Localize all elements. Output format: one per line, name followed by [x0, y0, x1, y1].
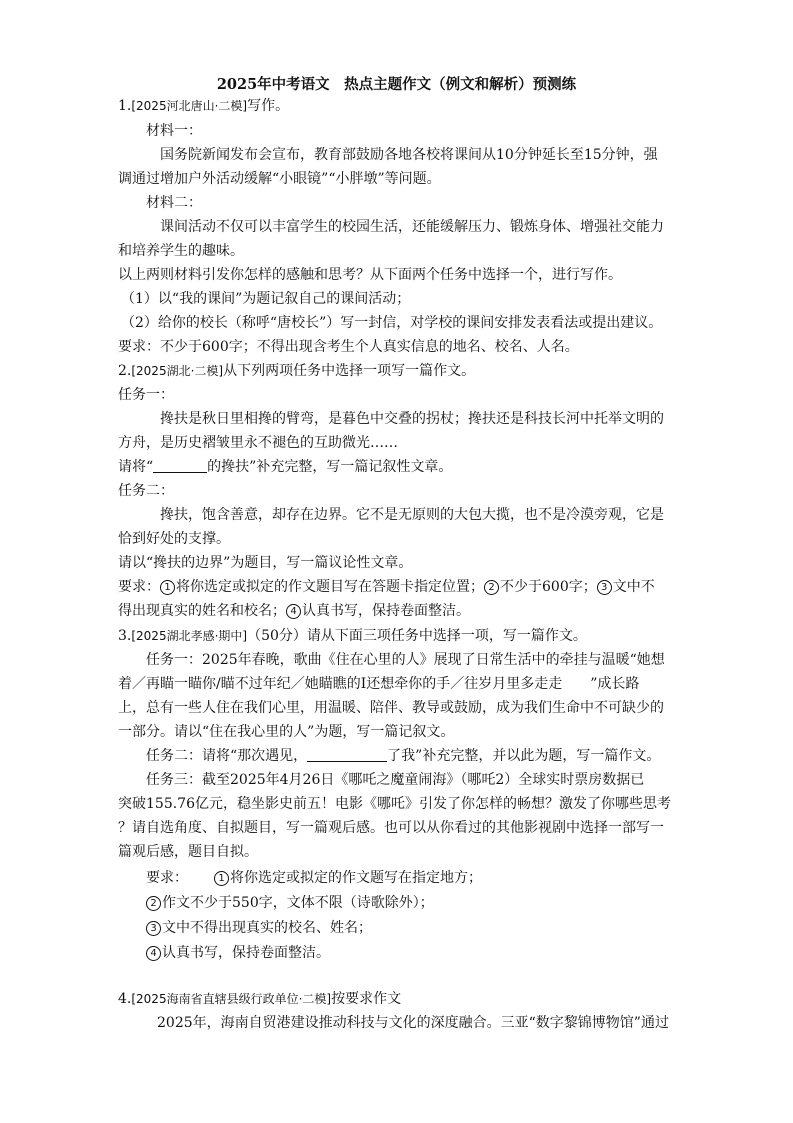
q2-task2-requirement: 请以“搀扶的边界”为题目，写一篇议论性文章。 [118, 555, 413, 571]
q3-heading [118, 627, 678, 645]
circled-number-icon: 1 [160, 580, 175, 595]
q1-source: [2025河北唐山·二模] [131, 99, 248, 113]
requirement-item: 不少于600字； [500, 579, 597, 595]
circled-number-icon: 1 [214, 871, 229, 886]
q4-instruction: 按要求作文 [331, 991, 402, 1007]
q3-task3-line: 任务三：截至2025年4月26日《哪吒之魔童闹海》（哪吒2）全球实时票房数据已 [146, 772, 645, 788]
requirement-item: 将你选定或拟定的作文题写在指定地方； [230, 870, 482, 886]
q1-requirements: 要求：不少于600字；不得出现含考生个人真实信息的地名、校名、人名。 [118, 339, 579, 355]
circled-number-icon: 3 [597, 580, 612, 595]
q2-requirements-line [118, 578, 678, 596]
q4-heading [118, 990, 678, 1008]
q4-source: [2025海南省直辖县级行政单位·二模] [131, 992, 332, 1006]
requirement-item: 文中不得出现真实的校名、姓名； [162, 920, 372, 936]
q3-task2-prefix: 任务二：请将“那次遇见， [146, 748, 308, 764]
q3-task2 [146, 747, 706, 765]
q3-task1-line: 一部分。请以“住在我心里的人”为题，写一篇记叙文。 [118, 724, 455, 740]
q2-task1-req-suffix: 的搀扶”补充完整，写一篇记叙性文章。 [207, 459, 453, 475]
q1-material1-line: 国务院新闻发布会宣布，教育部鼓励各地各校将课间从10分钟延长至15分钟，强 [160, 147, 658, 163]
q2-task2-line: 恰到好处的支撑。 [118, 531, 230, 547]
q3-source: [2025湖北孝感·期中] [131, 629, 248, 643]
q3-task2-suffix: 了我”补充完整，并以此为题，写一篇作文。 [387, 748, 661, 764]
q1-material2-line: 和培养学生的趣味。 [118, 243, 244, 259]
q2-task1-requirement [118, 458, 678, 476]
q2-task1-line: 搀扶是秋日里相搀的臂弯，是暮色中交叠的拐杖；搀扶还是科技长河中托举文明的 [160, 411, 664, 427]
q2-task1-req-prefix: 请将“ [118, 459, 154, 475]
q2-heading [118, 362, 678, 380]
q3-task1-line: 着／再瞄一瞄你/瞄不过年纪／她瞄瞧的I还想牵你的手／往岁月里多走走 ”成长路 [118, 676, 640, 692]
circled-number-icon: 3 [146, 921, 161, 936]
q2-number: 2. [118, 363, 132, 379]
q1-heading [118, 97, 678, 115]
q1-prompt: 以上两则材料引发你怎样的感触和思考？从下面两个任务中选择一个，进行写作。 [118, 267, 622, 283]
requirement-item: 将你选定或拟定的作文题目写在答题卡指定位置； [176, 579, 484, 595]
circled-number-icon: 2 [146, 896, 161, 911]
q3-requirement-2 [146, 894, 706, 912]
q2-task1-label: 任务一： [118, 387, 174, 403]
fill-in-blank [153, 458, 207, 473]
q2-task1-line: 方舟，是历史褶皱里永不褪色的互助微光…… [118, 435, 398, 451]
q4-material-line: 2025年，海南自贸港建设推动科技与文化的深度融合。三亚“数字黎锦博物馆”通过 [157, 1015, 669, 1031]
requirement-item: 认真书写，保持卷面整洁。 [162, 945, 330, 961]
q3-requirement-4 [146, 944, 706, 962]
q1-instruction: 写作。 [247, 98, 290, 114]
q3-number: 3. [118, 628, 132, 644]
q4-number: 4. [118, 991, 132, 1007]
q1-material1-line: 调通过增加户外活动缓解“小眼镜”“小胖墩”等问题。 [118, 171, 441, 187]
requirements-label: 要求： [146, 870, 188, 886]
fill-in-blank [307, 747, 387, 762]
circled-number-icon: 4 [146, 946, 161, 961]
q3-instruction: （50分）请从下面三项任务中选择一项，写一篇作文。 [247, 628, 587, 644]
q3-requirement-3 [146, 919, 706, 937]
q1-material1-label: 材料一： [146, 123, 202, 139]
q3-task1-line: 上，总有一些人住在我们心里，用温暖、陪伴、教导或鼓励，成为我们生命中不可缺少的 [118, 700, 664, 716]
q2-task2-label: 任务二： [118, 483, 174, 499]
circled-number-icon: 4 [286, 604, 301, 619]
circled-number-icon: 2 [484, 580, 499, 595]
page-title: 2025年中考语文 热点主题作文（例文和解析）预测练 [216, 76, 577, 93]
q1-material2-line: 课间活动不仅可以丰富学生的校园生活，还能缓解压力、锻炼身体、增强社交能力 [160, 219, 664, 235]
q2-requirements-line [118, 602, 678, 620]
requirements-label: 要求： [118, 579, 160, 595]
q3-task3-line: 突破155.76亿元，稳坐影史前五！电影《哪吒》引发了你怎样的畅想？激发了你哪些思考 [118, 796, 671, 812]
requirement-item: 认真书写，保持卷面整洁。 [302, 603, 470, 619]
q3-task3-line: 篇观后感，题目自拟。 [118, 844, 258, 860]
q1-number: 1. [118, 98, 132, 114]
q2-instruction: 从下列两项任务中选择一项写一篇作文。 [223, 363, 476, 379]
q3-requirement-1 [146, 869, 706, 887]
requirement-item: 文中不 [612, 579, 655, 595]
q1-option-2: （2）给你的校长（称呼“唐校长”）写一封信，对学校的课间安排发表看法或提出建议。 [121, 315, 663, 331]
q3-task3-line: ？请自选角度、自拟题目，写一篇观后感。也可以从你看过的其他影视剧中选择一部写一 [118, 820, 664, 836]
q1-material2-label: 材料二： [146, 195, 202, 211]
q2-source: [2025湖北·二模] [131, 364, 224, 378]
q1-option-1: （1）以“我的课间”为题记叙自己的课间活动； [121, 291, 411, 307]
q2-task2-line: 搀扶，饱含善意，却存在边界。它不是无原则的大包大揽，也不是冷漠旁观，它是 [160, 507, 664, 523]
q3-task1-line: 任务一：2025年春晚，歌曲《住在心里的人》展现了日常生活中的牵挂与温暖“她想 [146, 652, 665, 668]
requirement-item: 作文不少于550字，文体不限（诗歌除外）； [162, 895, 434, 911]
requirement-item: 得出现真实的姓名和校名； [118, 603, 286, 619]
